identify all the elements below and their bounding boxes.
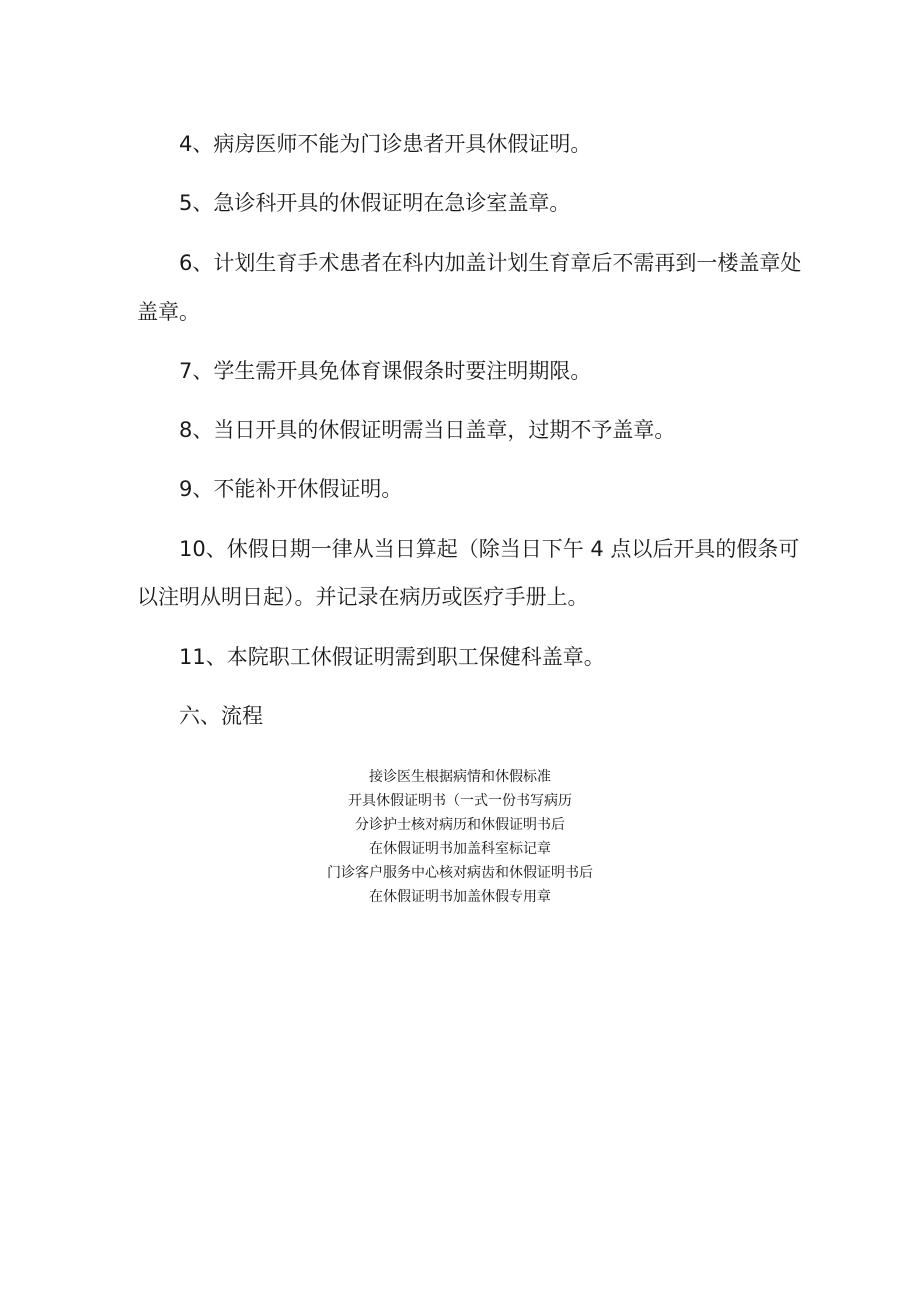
flow-step-2: 开具休假证明书（一式一份书写病历 bbox=[348, 793, 572, 809]
list-item-9: 9、不能补开休假证明。 bbox=[179, 477, 403, 501]
flow-step-3: 分诊护士核对病历和休假证明书后 bbox=[355, 817, 565, 833]
list-item-11: 11、本院职工休假证明需到职工保健科盖章。 bbox=[179, 645, 605, 669]
flow-step-4: 在休假证明书加盖科室标记章 bbox=[369, 841, 551, 857]
list-item-6-continuation: 盖章。 bbox=[137, 300, 200, 324]
list-item-7: 7、学生需开具免体育课假条时要注明期限。 bbox=[179, 359, 592, 383]
flow-step-6: 在休假证明书加盖休假专用章 bbox=[369, 889, 551, 905]
flow-step-1: 接诊医生根据病情和休假标准 bbox=[369, 769, 551, 785]
section-heading: 六、流程 bbox=[179, 704, 263, 728]
list-item-10-continuation: 以注明从明日起）。并记录在病历或医疗手册上。 bbox=[137, 585, 589, 609]
list-item-8: 8、当日开具的休假证明需当日盖章，过期不予盖章。 bbox=[179, 418, 676, 442]
flow-step-5: 门诊客户服务中心核对病齿和休假证明书后 bbox=[327, 865, 593, 881]
list-item-10: 10、休假日期一律从当日算起（除当日下午 4 点以后开具的假条可 bbox=[179, 537, 800, 561]
list-item-5: 5、急诊科开具的休假证明在急诊室盖章。 bbox=[179, 191, 571, 215]
list-item-4: 4、病房医师不能为门诊患者开具休假证明。 bbox=[179, 132, 592, 156]
list-item-6: 6、计划生育手术患者在科内加盖计划生育章后不需再到一楼盖章处 bbox=[179, 251, 802, 275]
